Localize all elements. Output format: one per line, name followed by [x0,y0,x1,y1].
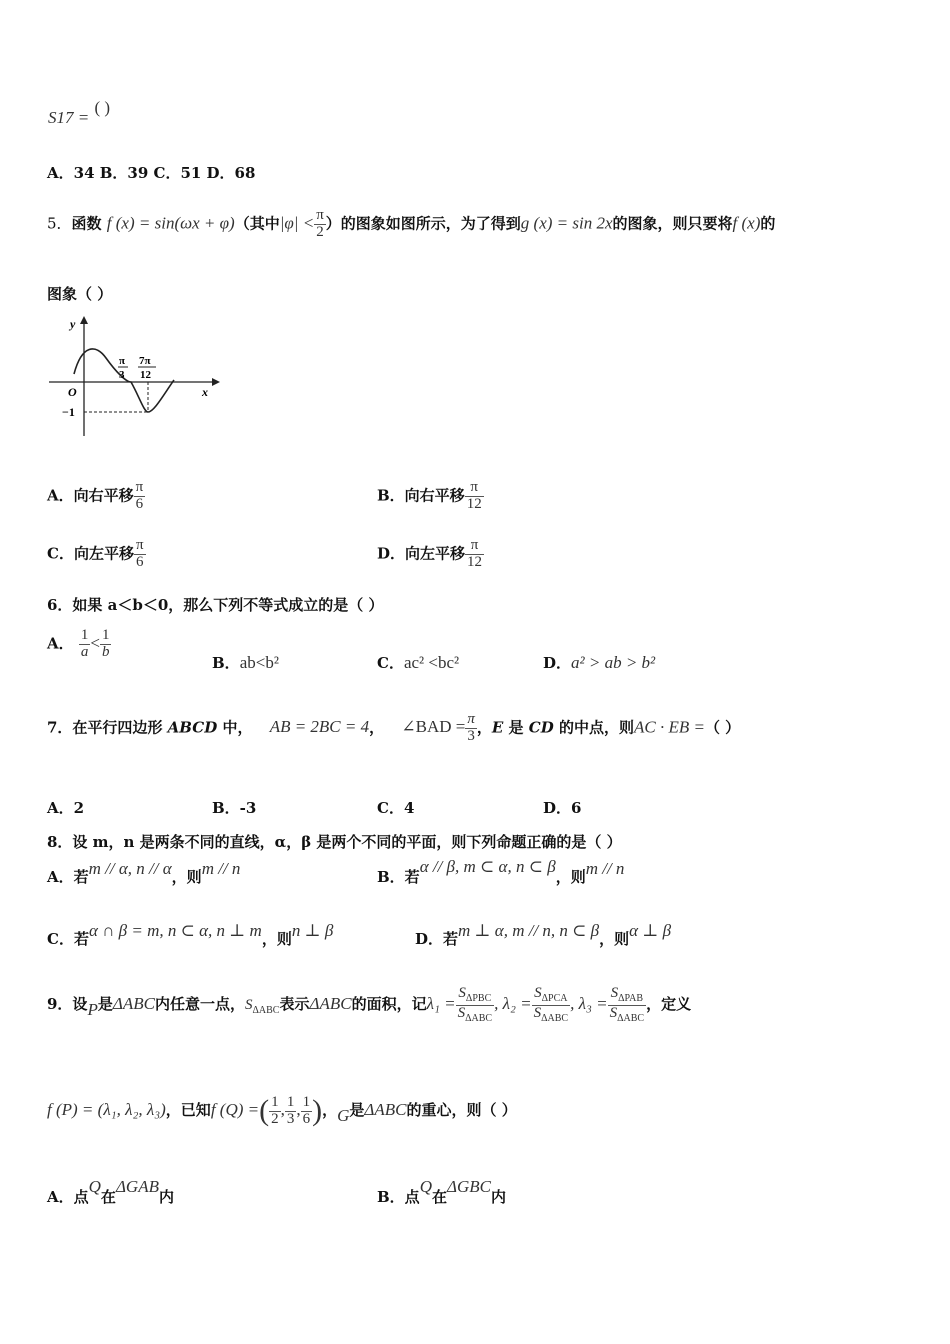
q5-text: （其中 [234,214,280,233]
q5-text: 函数 [71,214,102,233]
q9-option-b: B．点Q在ΔGBC内 [377,1177,506,1206]
origin-label: O [68,385,77,399]
q7-option-b: B．-3 [212,799,257,817]
q6-option-a: A． $\frac{1}{a}$ < $\frac{1}{b}$ [47,627,110,660]
q8-option-d: D．若m ⊥ α, m // n, n ⊂ β，则α ⊥ β [415,921,672,948]
x-axis-arrow-icon [212,378,220,386]
q5-f: f (x) [732,213,761,233]
q9-stem-line2: f (P) = (λ₁, λ₂, λ₃)，已知f (Q) =( $\frac{1}{2}$ , $\frac{1}{3}$ , $\frac{1}{6}$ )，G是ΔABC的重心，则（ ） [47,1093,517,1127]
q7-option-a: A．2 [47,799,85,817]
q8-option-a: A．若m // α, n // α，则m // n [47,859,241,886]
q8-option-b: B．若α // β, m ⊂ α, n ⊂ β，则m // n [377,857,625,886]
q5-func: f (x) = sin(ωx + φ) [106,213,235,233]
q5-graph [44,314,224,440]
q5-stem-line2: 图象（ ） [47,285,113,303]
tick1-num: π [119,355,126,367]
q5-number: 5． [47,214,72,233]
minus-one-label: −1 [62,405,75,419]
q8-option-c: C．若α ∩ β = m, n ⊂ α, n ⊥ m，则n ⊥ β [47,921,334,948]
q7-option-c: C．4 [377,799,415,817]
q5-option-b: B．向右平移 $\frac{\pi}{12}$ [377,479,482,512]
x-label: x [202,385,208,399]
tick2-den: 12 [140,369,151,381]
q5-option-c: C．向左平移 $\frac{\pi}{6}$ [47,537,144,570]
q5-text: 的图象，则只要将 [612,214,733,233]
q4-math: S17 = [48,108,90,127]
q5-option-a: A．向右平移 $\frac{\pi}{6}$ [47,479,144,512]
q4-options: A．34 B．39 C．51 D．68 [47,164,256,182]
q6-option-b: B．ab<b² [212,653,279,672]
q5-stem-line1 [47,208,775,241]
q5-g: g (x) = sin 2x [520,213,613,233]
q5-option-d: D．向左平移 $\frac{\pi}{12}$ [377,537,483,570]
q9-stem-line1: 9．设P是ΔABC内任意一点，$S_{\Delta ABC}$表示ΔABC的面积，记λ₁ = $\frac{S_{\Delta PBC}}{S_{\Delta ABC}}$ , λ₂ = $\frac{S_{\Delta PCA}}{S_{\Delta ABC}}$ , λ₃ = $\frac{S_{\Delta PAB}}{S_{\Delta ABC}}$ ，定义 [47,985,692,1024]
q8-stem: 8．设 m，n 是两条不同的直线，α，β 是两个不同的平面，则下列命题正确的是（ ） [47,833,622,851]
y-axis-arrow-icon [80,316,88,324]
q7-stem: 7．在平行四边形 ABCD 中， AB = 2BC = 4， ∠BAD = $\frac{\pi}{3}$ ，E 是 CD 的中点，则AC · EB =（ ） [47,711,741,744]
q5-text: ）的图象如图所示，为了得到 [325,214,521,233]
q4-bracket: ( ) [94,98,111,117]
q4-stem [48,98,111,128]
q9-option-a: A．点Q在ΔGAB内 [47,1177,174,1206]
q5-cond: |φ| < [279,213,315,233]
y-label: y [70,317,76,331]
tick1-den: 3 [119,369,125,381]
q7-option-d: D．6 [543,799,582,817]
tick2-num: 7π [139,355,151,367]
q5-cond-fraction: $\frac{\pi}{2}$ [316,207,324,240]
q6-stem: 6．如果 a＜b＜0，那么下列不等式成立的是（ ） [47,596,384,614]
q6-option-d: D．a² > ab > b² [543,653,656,672]
q5-text: 的 [760,214,776,233]
q6-option-c: C．ac² <bc² [377,653,460,672]
